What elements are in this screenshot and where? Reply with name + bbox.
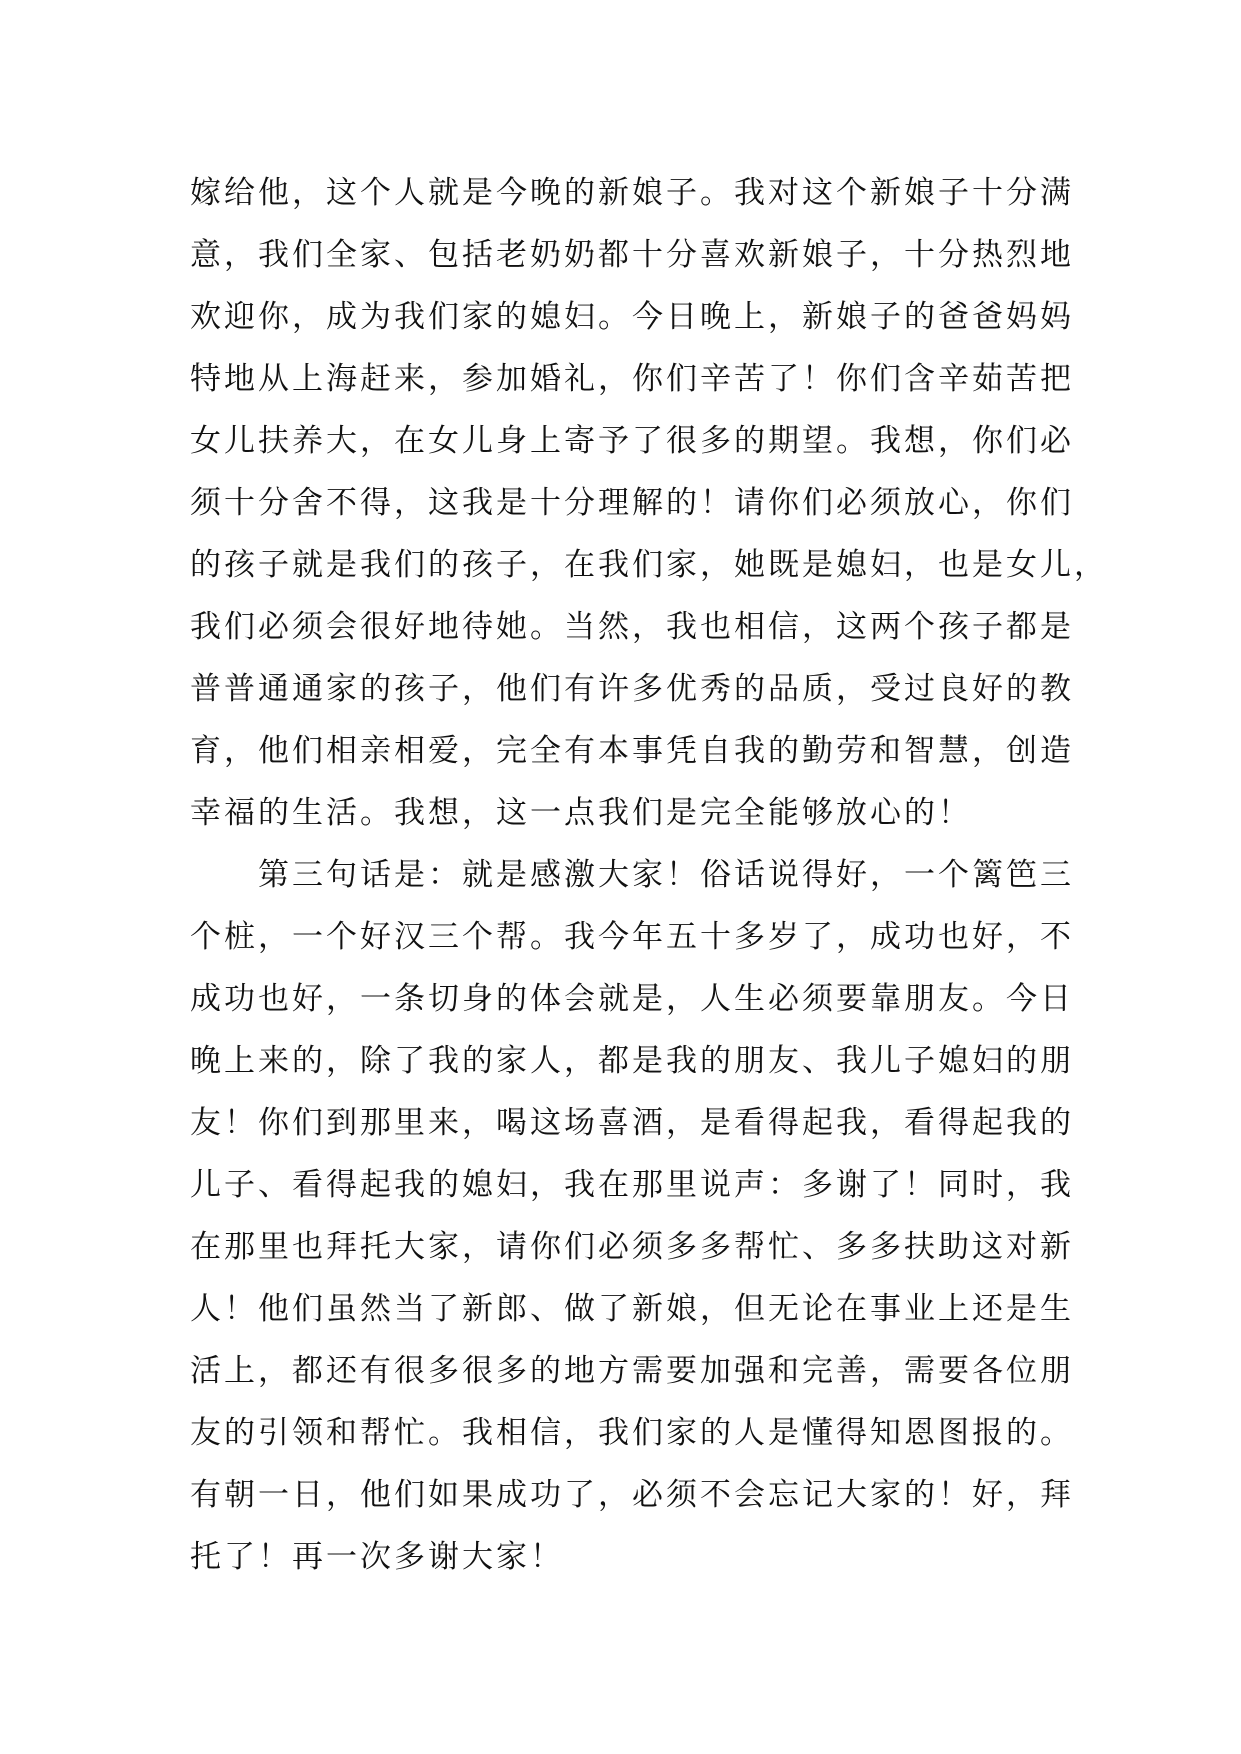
- text-line: 个桩，一个好汉三个帮。我今年五十多岁了，成功也好，不: [190, 919, 1074, 955]
- text-line: 育，他们相亲相爱，完全有本事凭自我的勤劳和智慧，创造: [190, 733, 1074, 769]
- text-line: 活上，都还有很多很多的地方需要加强和完善，需要各位朋: [190, 1353, 1074, 1389]
- text-line: 晚上来的，除了我的家人，都是我的朋友、我儿子媳妇的朋: [190, 1043, 1074, 1079]
- paragraph-start-line: 第三句话是：就是感激大家！俗话说得好，一个篱笆三: [258, 857, 1074, 893]
- text-line: 人！他们虽然当了新郎、做了新娘，但无论在事业上还是生: [190, 1291, 1074, 1327]
- text-line: 普普通通家的孩子，他们有许多优秀的品质，受过良好的教: [190, 671, 1074, 707]
- text-line: 幸福的生活。我想，这一点我们是完全能够放心的！: [190, 795, 972, 831]
- text-line: 托了！再一次多谢大家！: [190, 1539, 564, 1575]
- text-line: 儿子、看得起我的媳妇，我在那里说声：多谢了！同时，我: [190, 1167, 1074, 1203]
- text-line: 欢迎你，成为我们家的媳妇。今日晚上，新娘子的爸爸妈妈: [190, 299, 1074, 335]
- text-line: 成功也好，一条切身的体会就是，人生必须要靠朋友。今日: [190, 981, 1074, 1017]
- text-line: 女儿扶养大，在女儿身上寄予了很多的期望。我想，你们必: [190, 423, 1074, 459]
- text-line: 嫁给他，这个人就是今晚的新娘子。我对这个新娘子十分满: [190, 175, 1074, 211]
- text-line: 友！你们到那里来，喝这场喜酒，是看得起我，看得起我的: [190, 1105, 1074, 1141]
- text-line: 的孩子就是我们的孩子，在我们家，她既是媳妇，也是女儿，: [190, 547, 1108, 583]
- body-text: [190, 162, 1108, 1588]
- text-line: 须十分舍不得，这我是十分理解的！请你们必须放心，你们: [190, 485, 1074, 521]
- text-line: 在那里也拜托大家，请你们必须多多帮忙、多多扶助这对新: [190, 1229, 1074, 1265]
- text-line: 意，我们全家、包括老奶奶都十分喜欢新娘子，十分热烈地: [190, 237, 1074, 273]
- text-line: 友的引领和帮忙。我相信，我们家的人是懂得知恩图报的。: [190, 1415, 1074, 1451]
- text-line: 有朝一日，他们如果成功了，必须不会忘记大家的！好，拜: [190, 1477, 1074, 1513]
- text-line: 特地从上海赶来，参加婚礼，你们辛苦了！你们含辛茹苦把: [190, 361, 1074, 397]
- text-line: 我们必须会很好地待她。当然，我也相信，这两个孩子都是: [190, 609, 1074, 645]
